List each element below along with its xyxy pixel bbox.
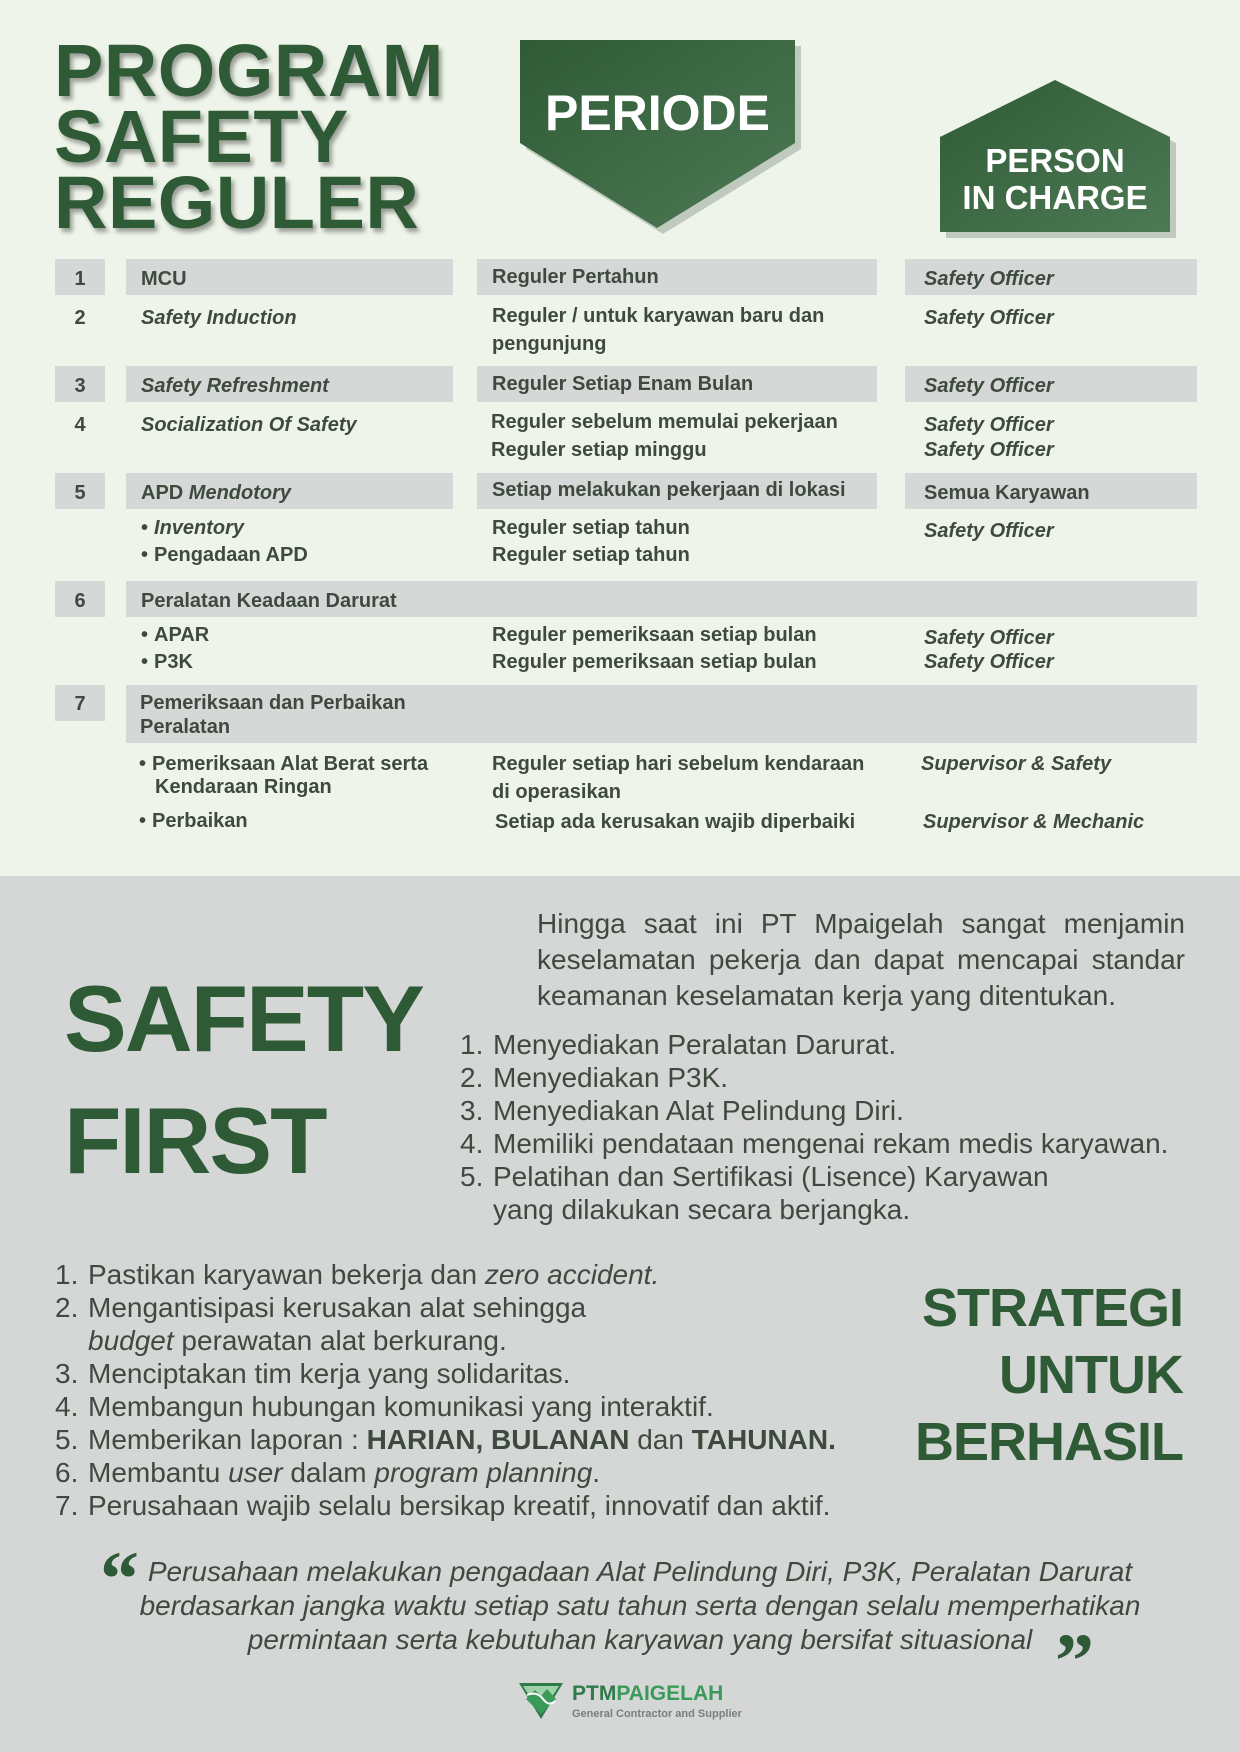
item-text: Menyediakan P3K. (493, 1062, 729, 1093)
item-number: 2. (55, 1292, 79, 1323)
row-4-number: 4 (74, 414, 86, 436)
safety-first-line-1: SAFETY (64, 966, 423, 1071)
periode-header (520, 40, 810, 240)
list-item (55, 1456, 895, 1489)
list-item (55, 1423, 895, 1456)
row-7-sub-2-name: • Perbaikan (139, 809, 248, 833)
row-7-sub-1-pic: Supervisor & Safety (921, 753, 1112, 775)
row-7-sub-1-periode-line-2: di operasikan (492, 781, 621, 803)
row-1-periode: Reguler Pertahun (492, 266, 659, 288)
list-item (460, 1094, 1220, 1127)
row-2-pic: Safety Officer (924, 307, 1054, 329)
close-quote-icon: ” (1055, 1617, 1094, 1704)
logo-name-b: PAIGELAH (616, 1682, 724, 1705)
row-7-sub-2-pic: Supervisor & Mechanic (923, 811, 1145, 833)
row-5-name-b: Mendotory (188, 482, 292, 504)
list-item (55, 1258, 895, 1291)
row-7-sub-1-name-line-1: • Pemeriksaan Alat Berat serta (139, 752, 428, 776)
row-6-sub-2-name: • P3K (141, 650, 193, 674)
item-number: 1. (55, 1259, 79, 1290)
row-1-name: MCU (141, 268, 187, 290)
row-7-number: 7 (74, 693, 86, 715)
row-4-pic-line-1: Safety Officer (924, 414, 1054, 436)
item-text: Perusahaan wajib selalu bersikap kreatif, innovatif dan aktif. (88, 1490, 831, 1521)
row-4-pic-line-2: Safety Officer (924, 439, 1054, 461)
row-5-sub-2-periode: Reguler setiap tahun (492, 544, 690, 566)
row-2-number: 2 (74, 307, 86, 329)
row-6-sub-2-pic: Safety Officer (924, 651, 1054, 673)
logo-name (572, 1683, 723, 1705)
safety-first-heading (64, 958, 423, 1202)
item-number: 4. (55, 1391, 79, 1422)
pic-line-1: PERSON (985, 142, 1125, 179)
item-text-2: perawatan alat berkurang. (173, 1325, 507, 1356)
person-in-charge-label (940, 142, 1170, 216)
row-6-sub-1-periode: Reguler pemeriksaan setiap bulan (492, 624, 817, 646)
row-6-sub-1-pic: Safety Officer (924, 627, 1054, 649)
row-5-pic: Semua Karyawan (924, 482, 1090, 504)
strategi-line-1: STRATEGI (922, 1278, 1183, 1338)
list-item (55, 1357, 895, 1390)
item-emphasis: zero accident. (484, 1259, 660, 1290)
program-title (54, 29, 444, 244)
item-text-2: dalam (282, 1457, 375, 1488)
row-7-sub-1-periode-line-1: Reguler setiap hari sebelum kendaraan (492, 753, 865, 775)
item-text: Pelatihan dan Sertifikasi (Lisence) Karyawan yang dilakukan secara berjangka. (493, 1161, 1049, 1225)
safety-commitment-list (460, 1028, 1220, 1226)
item-number: 5. (460, 1161, 484, 1192)
pic-line-2: IN CHARGE (962, 179, 1148, 216)
item-number: 1. (460, 1029, 484, 1060)
row-7-name-line-1: Pemeriksaan dan Perbaikan (140, 692, 406, 714)
row-5-periode: Setiap melakukan pekerjaan di lokasi (492, 479, 846, 501)
item-text: Membantu (88, 1457, 229, 1488)
row-1-number: 1 (74, 268, 86, 290)
strategi-line-3: BERHASIL (914, 1412, 1183, 1472)
row-6-sub-2-periode: Reguler pemeriksaan setiap bulan (492, 651, 817, 673)
row-3-name: Safety Refreshment (141, 375, 329, 397)
company-logo (517, 1679, 757, 1723)
title-line-2: SAFETY (54, 95, 349, 178)
item-emphasis-2: program planning (374, 1457, 593, 1488)
row-5-sub-1-name: • Inventory (141, 516, 244, 540)
row-2-periode-line-1: Reguler / untuk karyawan baru dan (492, 305, 825, 327)
list-item (55, 1390, 895, 1423)
title-line-1: PROGRAM (54, 29, 444, 112)
row-5-sub-1-pic: Safety Officer (924, 520, 1054, 542)
item-text: Pastikan karyawan bekerja dan (88, 1259, 485, 1290)
title-line-3: REGULER (54, 161, 420, 244)
row-2-name: Safety Induction (141, 307, 297, 329)
person-in-charge-header (940, 80, 1180, 240)
row-5-sub-2-name: • Pengadaan APD (141, 543, 308, 567)
item-emphasis: user (228, 1457, 283, 1488)
item-text-2: dan (629, 1424, 692, 1455)
row-1-pic: Safety Officer (924, 268, 1054, 290)
list-item (460, 1127, 1220, 1160)
item-number: 2. (460, 1062, 484, 1093)
item-number: 6. (55, 1457, 79, 1488)
open-quote-icon: “ (100, 1535, 139, 1622)
logo-subtitle: General Contractor and Supplier (572, 1708, 742, 1720)
row-7-name-line-2: Peralatan (140, 716, 231, 738)
item-text: Menciptakan tim kerja yang solidaritas. (88, 1358, 571, 1389)
item-number: 7. (55, 1490, 79, 1521)
row-5-name-a: APD (141, 482, 184, 504)
list-item (460, 1028, 1220, 1061)
row-3-number: 3 (74, 375, 86, 397)
item-text-3: . (592, 1457, 601, 1488)
row-6-name: Peralatan Keadaan Darurat (141, 590, 397, 612)
row-5-name (141, 481, 291, 505)
list-item (460, 1061, 1220, 1094)
strategy-list (55, 1258, 895, 1522)
item-text: Menyediakan Peralatan Darurat. (493, 1029, 897, 1060)
safety-intro-paragraph: Hingga saat ini PT Mpaigelah sangat menjamin keselamatan pekerja dan dapat mencapai standar keamanan keselamatan kerja yang ditentukan. (537, 908, 1185, 1011)
row-5-sub-1-periode: Reguler setiap tahun (492, 517, 690, 539)
item-number: 3. (55, 1358, 79, 1389)
row-3-periode: Reguler Setiap Enam Bulan (492, 373, 754, 395)
strategi-line-2: UNTUK (999, 1345, 1183, 1405)
company-quote: Perusahaan melakukan pengadaan Alat Pelindung Diri, P3K, Peralatan Darurat berdasarkan jangka waktu setiap satu tahun serta dengan selalu memperhatikan permintaan serta kebutuhan karyawan yang bersifat situasional (139, 1556, 1141, 1655)
row-5-number: 5 (74, 482, 86, 504)
row-6-sub-1-name: • APAR (141, 623, 209, 647)
mountain-shield-icon (517, 1681, 565, 1721)
row-4-periode-line-2: Reguler setiap minggu (491, 439, 707, 461)
list-item (460, 1160, 1113, 1226)
item-text: Membangun hubungan komunikasi yang interaktif. (88, 1391, 714, 1422)
row-3-pic: Safety Officer (924, 375, 1054, 397)
item-text: Menyediakan Alat Pelindung Diri. (493, 1095, 904, 1126)
item-number: 5. (55, 1424, 79, 1455)
list-item (55, 1489, 895, 1522)
item-text: Memiliki pendataan mengenai rekam medis karyawan. (493, 1128, 1169, 1159)
item-bold: HARIAN, BULANAN (366, 1424, 630, 1455)
item-number: 4. (460, 1128, 484, 1159)
item-emphasis: budget (88, 1325, 174, 1356)
row-6-number: 6 (74, 590, 86, 612)
item-number: 3. (460, 1095, 484, 1126)
logo-name-a: PTM (572, 1682, 617, 1705)
strategi-heading (915, 1275, 1183, 1476)
row-7-sub-1-name-line-2: Kendaraan Ringan (155, 776, 332, 798)
item-text: Memberikan laporan : (88, 1424, 367, 1455)
periode-label: PERIODE (544, 85, 771, 141)
row-4-name: Socialization Of Safety (141, 414, 357, 436)
row-4-periode-line-1: Reguler sebelum memulai pekerjaan (491, 411, 838, 433)
item-bold-2: TAHUNAN. (691, 1424, 836, 1455)
row-7-sub-2-periode: Setiap ada kerusakan wajib diperbaiki (495, 811, 856, 833)
item-text: Mengantisipasi kerusakan alat sehingga (88, 1292, 587, 1323)
row-2-periode-line-2: pengunjung (492, 333, 607, 355)
safety-first-line-2: FIRST (64, 1088, 326, 1193)
list-item (55, 1291, 895, 1357)
